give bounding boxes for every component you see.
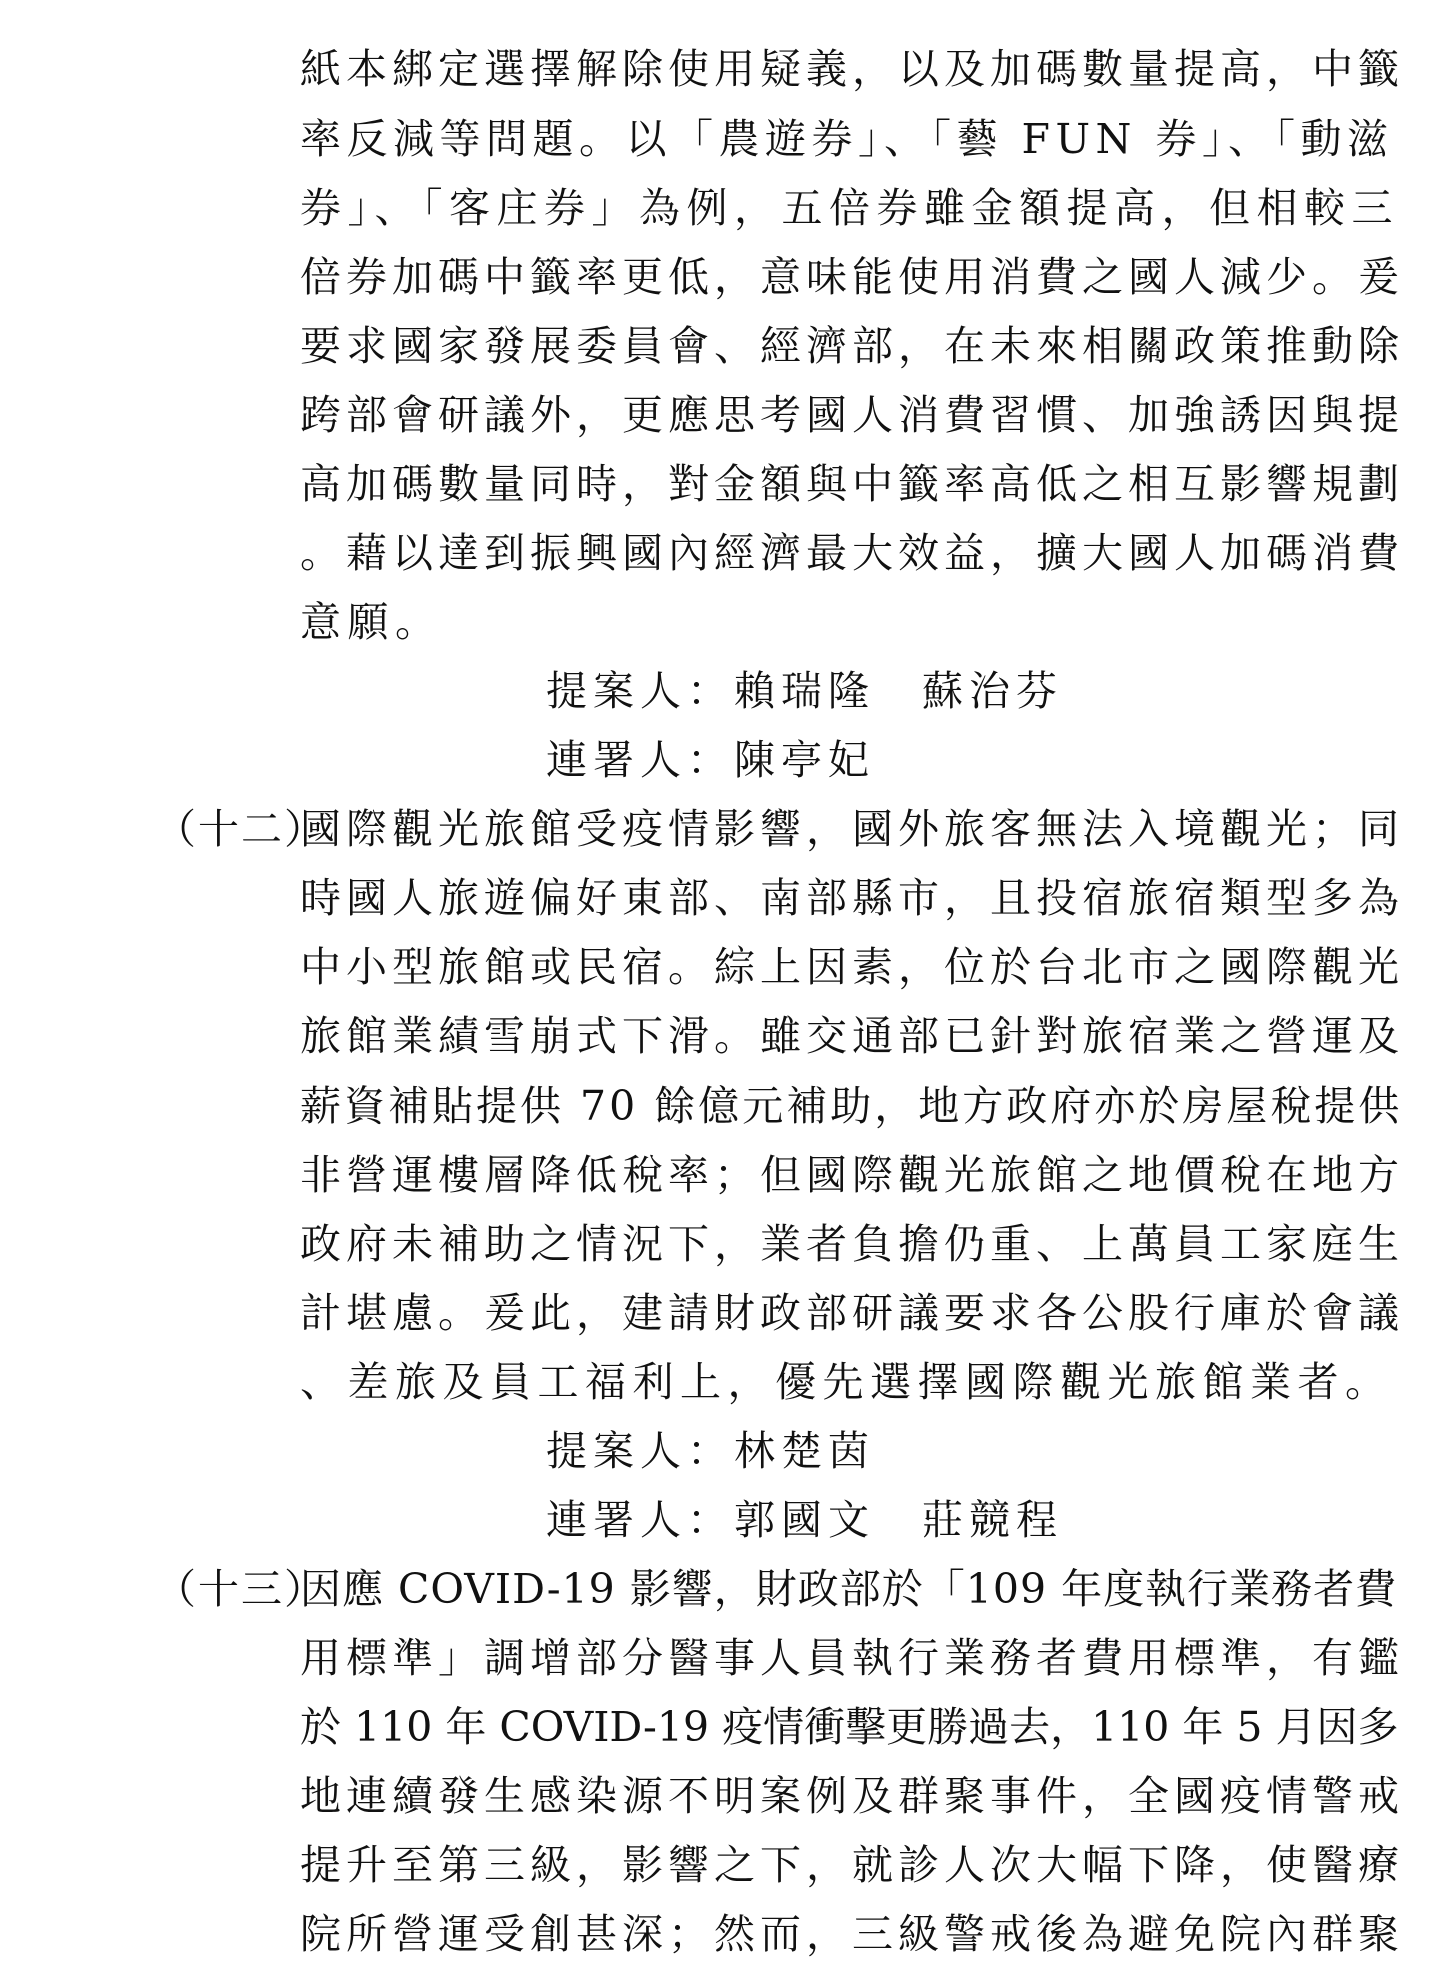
paragraph-line: 於 110 年 COVID-19 疫情衝擊更勝過去，110 年 5 月因多 [300, 1702, 1399, 1751]
paragraph-line: 。藉以達到振興國內經濟最大效益，擴大國人加碼消費 [300, 529, 1404, 578]
paragraph-line: 時國人旅遊偏好東部、南部縣市，且投宿旅宿類型多為 [300, 874, 1404, 923]
paragraph-line: 倍券加碼中籤率更低，意味能使用消費之國人減少。爰 [300, 253, 1404, 302]
paragraph-line: 要求國家發展委員會、經濟部，在未來相關政策推動除 [300, 322, 1404, 371]
paragraph-line: 券」、「客庄券」為例，五倍券雖金額提高，但相較三 [300, 184, 1399, 232]
paragraph-line: 紙本綁定選擇解除使用疑義，以及加碼數量提高，中籤 [300, 45, 1404, 93]
item-number-label: （十三） [155, 1564, 327, 1613]
paragraph-line: 院所營運受創甚深；然而，三級警戒後為避免院內群聚 [300, 1910, 1404, 1958]
paragraph-line: 、差旅及員工福利上，優先選擇國際觀光旅館業者。 [300, 1357, 1393, 1406]
paragraph-line: 中小型旅館或民宿。綜上因素，位於台北市之國際觀光 [300, 943, 1404, 992]
paragraph-line: 國際觀光旅館受疫情影響，國外旅客無法入境觀光；同 [300, 805, 1404, 854]
paragraph-line: 非營運樓層降低稅率；但國際觀光旅館之地價稅在地方 [300, 1150, 1404, 1199]
paragraph-line: 高加碼數量同時，對金額與中籤率高低之相互影響規劃 [300, 460, 1404, 509]
paragraph-line: 跨部會研議外，更應思考國人消費習慣、加強誘因與提 [300, 391, 1404, 440]
paragraph-line: 計堪慮。爰此，建請財政部研議要求各公股行庫於會議 [300, 1288, 1404, 1337]
proposer-line: 提案人：賴瑞隆 蘇治芬 [546, 667, 1063, 716]
paragraph-line: 政府未補助之情況下，業者負擔仍重、上萬員工家庭生 [300, 1219, 1404, 1268]
paragraph-line: 旅館業績雪崩式下滑。雖交通部已針對旅宿業之營運及 [300, 1012, 1404, 1061]
paragraph-line: 薪資補貼提供 70 餘億元補助，地方政府亦於房屋稅提供 [300, 1081, 1403, 1130]
paragraph-line: 意願。 [300, 598, 443, 647]
paragraph-line: 用標準」調增部分醫事人員執行業務者費用標準，有鑑 [300, 1633, 1404, 1682]
cosigner-line: 連署人：郭國文 莊競程 [546, 1495, 1063, 1544]
proposer-line: 提案人：林楚茵 [546, 1426, 875, 1475]
paragraph-line: 地連續發生感染源不明案例及群聚事件，全國疫情警戒 [300, 1771, 1404, 1820]
paragraph-line: 因應 COVID-19 影響，財政部於「109 年度執行業務者費 [300, 1564, 1398, 1613]
item-number-label: （十二） [155, 805, 327, 854]
cosigner-line: 連署人：陳亭妃 [546, 736, 875, 785]
paragraph-line: 提升至第三級，影響之下，就診人次大幅下降，使醫療 [300, 1840, 1404, 1889]
paragraph-line: 率反減等問題。以「農遊券」、「藝 FUN 券」、「動滋 [300, 114, 1394, 163]
